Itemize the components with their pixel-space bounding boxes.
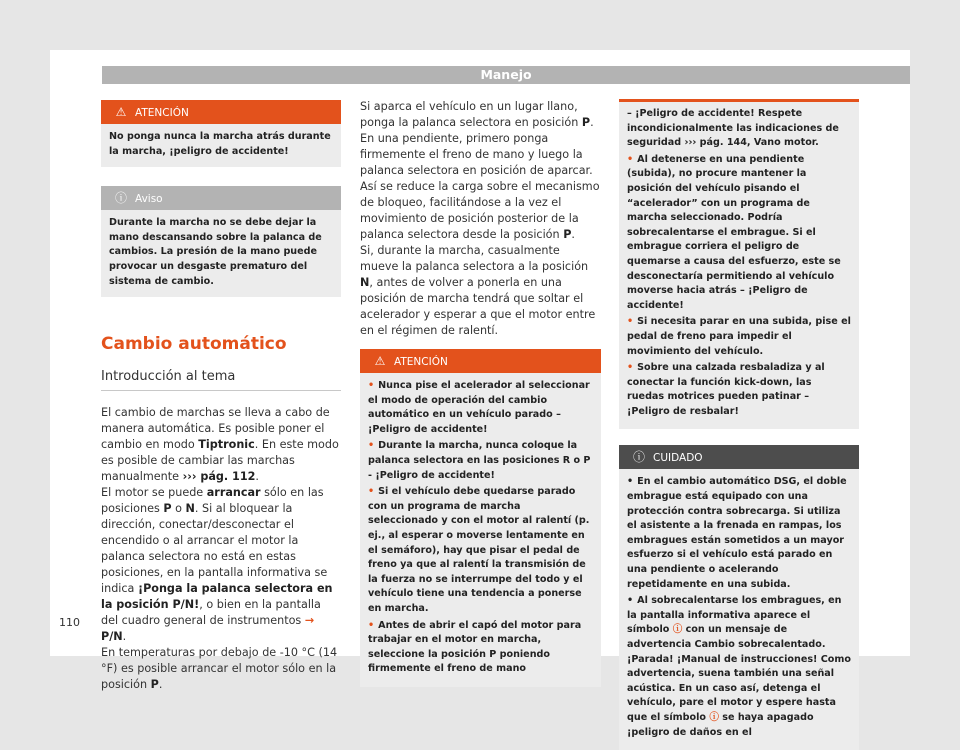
paragraph: El cambio de marchas se lleva a cabo de manera automática. Es posible poner el cambio en modo Tiptronic. En este modo es posible de cambiar las marchas manualmente ››› pág. 112.	[101, 406, 339, 484]
page-reference-link[interactable]: ››› pág. 112	[182, 470, 256, 484]
list-item: • Durante la marcha, nunca coloque la palanca selectora en las posiciones R o P - ¡Peligro de accidente!	[368, 439, 593, 483]
notice-heading: Aviso	[135, 193, 163, 206]
warning-symbol-icon: ⓘ	[672, 624, 683, 636]
list-item: • Antes de abrir el capó del motor para trabajar en el motor en marcha, seleccione la posición P poniendo firmemente el freno de mano	[368, 619, 593, 677]
list-item: • Si necesita parar en una subida, pise el pedal de freno para impedir el movimiento del vehículo.	[627, 315, 851, 359]
column-middle	[360, 99, 601, 687]
list-item: • Sobre una calzada resbaladiza y al conectar la función kick-down, las ruedas motrices pueden patinar – ¡Peligro de resbalar!	[627, 361, 851, 419]
list-item: • Al sobrecalentarse los embragues, en la pantalla informativa aparece el símbolo ⓘ con un mensaje de advertencia Cambio sobrecalentado. ¡Parada! ¡Manual de instrucciones! Como advertencia, suena también una señal acústica. En un caso así, detenga el vehículo, pare el motor y espere hasta que el símbolo ⓘ se haya apagado ¡peligro de daños en el	[627, 594, 851, 740]
page-number: 110	[59, 616, 80, 629]
warning-symbol-icon: ⓘ	[709, 711, 719, 723]
page-header: Manejo	[102, 66, 910, 84]
caution-circle-icon: ⓘ	[632, 450, 645, 465]
caution-heading: CUIDADO	[653, 452, 703, 465]
list-item: • Si el vehículo debe quedarse parado con un programa de marcha seleccionado y con el motor al ralentí (p. ej., al esperar o moverse lentamente en el semáforo), hay que pisar el pedal de freno ya que al ralentí la transmisión de la fuerza no se interrumpe del todo y el vehículo tiene una tendencia a ponerse en marcha.	[368, 485, 593, 616]
warning-triangle-icon: ⚠	[115, 105, 127, 119]
paragraph: El motor se puede arrancar sólo en las posiciones P o N. Si al bloquear la dirección, conectar/desconectar el encendido o al arrancar el motor la palanca selectora no está en estas posiciones, en la pantalla informativa se indica ¡Ponga la palanca selectora en la posición P/N!, o bien en la pantalla del cuadro general de instrumentos → P/N.	[101, 486, 333, 644]
page-reference-link[interactable]: ››› pág. 144, Vano motor	[684, 137, 816, 149]
warning-heading: ATENCIÓN	[135, 107, 189, 119]
warning-heading: ATENCIÓN	[394, 356, 448, 368]
notice-box	[101, 186, 341, 297]
info-icon: ⓘ	[114, 191, 127, 206]
warning-box	[360, 349, 601, 687]
caution-box	[619, 445, 859, 750]
intro-text	[101, 405, 341, 693]
arrow-right-icon: →	[304, 614, 315, 628]
paragraph: Si aparca el vehículo en un lugar llano, ponga la palanca selectora en posición P. En una pendiente, primero ponga firmemente el freno de mano y luego la palanca selectora en posición de aparcar. Así se reduce la carga sobre el mecanismo de bloqueo, facilitándose a la vez el movimiento de posición posterior de la palanca selectora desde la posición P.	[360, 100, 600, 241]
list-item: • Nunca pise el acelerador al seleccionar el modo de operación del cambio automático en un vehículo parado – ¡Peligro de accidente!	[368, 379, 593, 437]
paragraph: En temperaturas por debajo de -10 °C (14 °F) es posible arrancar el motor sólo en la posición P.	[101, 646, 338, 692]
manual-page	[50, 50, 910, 738]
notice-text: Durante la marcha no se debe dejar la mano descansando sobre la palanca de cambios. La presión de la mano puede provocar un desgaste prematuro del sistema de cambio.	[109, 217, 322, 287]
column-left	[101, 100, 341, 693]
warning-text: No ponga nunca la marcha atrás durante la marcha, ¡peligro de accidente!	[109, 131, 331, 157]
subsection-title: Introducción al tema	[101, 369, 341, 391]
section-title: Cambio automático	[101, 334, 287, 355]
list-item: • Al detenerse en una pendiente (subida), no procure mantener la posición del vehículo pisando el “acelerador” con un programa de marcha seleccionado. Podría sobrecalentarse el embrague. Si el embrague corriera el peligro de quemarse a causa del esfuerzo, este se desconectaría permitiendo al vehículo moverse hacia atrás – ¡Peligro de accidente!	[627, 153, 851, 314]
warning-continuation-box	[619, 99, 859, 429]
list-item: – ¡Peligro de accidente! Respete incondicionalmente las indicaciones de seguridad ››› pág. 144, Vano motor.	[627, 108, 839, 149]
warning-triangle-icon: ⚠	[374, 354, 386, 368]
warning-box	[101, 100, 341, 167]
paragraph: Si, durante la marcha, casualmente mueve la palanca selectora a la posición N, antes de volver a ponerla en una posición de marcha tendrá que soltar el acelerador y esperar a que el motor entre en el régimen de ralentí.	[360, 244, 596, 337]
list-item: • En el cambio automático DSG, el doble embrague está equipado con una protección contra sobrecarga. Si utiliza el asistente a la frenada en rampas, los embragues están sometidos a un mayor esfuerzo si el vehículo está parado en una pendiente o acelerando repetidamente en una subida.	[627, 475, 851, 592]
column-right	[619, 99, 859, 750]
